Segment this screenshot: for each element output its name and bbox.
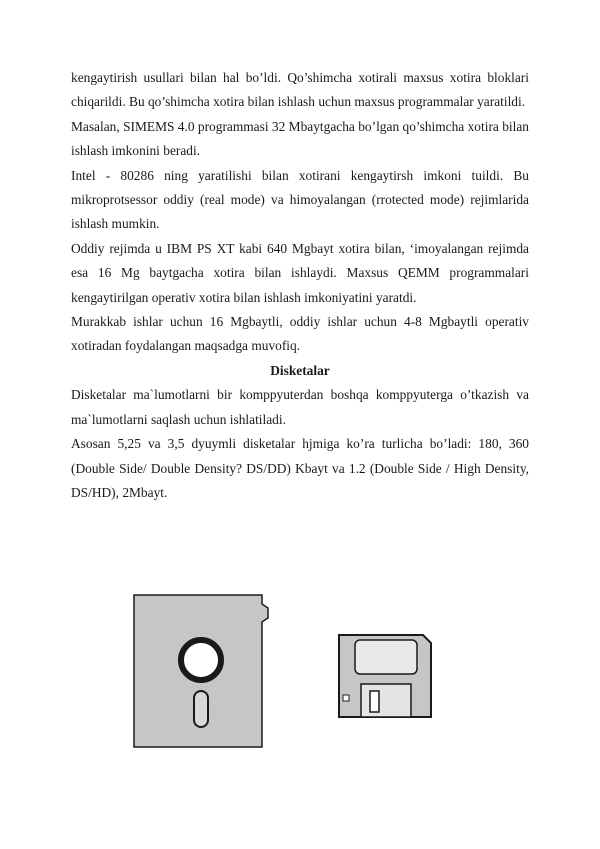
floppy-35-shutter-window [370, 691, 379, 712]
floppy-525-hub-hole [181, 640, 221, 680]
section-heading: Disketalar [270, 362, 330, 378]
paragraph: Masalan, SIMEMS 4.0 programmasi 32 Mbaytgacha bo’lgan qo’shimcha xotira bilan ishlash imkonini beradi. [71, 118, 529, 159]
body-text [71, 66, 529, 505]
floppy-35-shutter [361, 684, 411, 717]
floppy-disk-35-illustration [337, 633, 433, 719]
floppy-disk-525-illustration [133, 594, 275, 748]
paragraph: Murakkab ishlar uchun 16 Mgbaytli, oddiy ishlar uchun 4-8 Mgbaytli operativ xotiradan foydalangan maqsadga muvofiq. [71, 314, 529, 354]
paragraph: Intel - 80286 ning yaratilishi bilan xotirani kengaytirsh imkoni tuildi. Bu mikroprotsessor oddiy (real mode) va himoyalangan (rrotected mode) rejimlarida ishlash mumkin. [71, 167, 529, 232]
floppy-35-write-protect-tab [343, 695, 349, 701]
paragraph: Asosan 5,25 va 3,5 dyuymli disketalar hjmiga ko’ra turlicha bo’ladi: 180, 360 (Double Side/ Double Density? DS/DD) Kbayt va 1.2 (Double Side / High Density, DS/HD), 2Mbayt. [71, 436, 529, 500]
floppy-35-label-area [355, 640, 417, 674]
paragraph: Disketalar ma`lumotlarni bir komppyuterdan boshqa komppyuterga o’tkazish va ma`lumotlarni saqlash uchun ishlatiladi. [71, 387, 529, 427]
floppy-525-read-window [194, 691, 208, 727]
paragraph: kengaytirish usullari bilan hal bo’ldi. Qo’shimcha xotirali maxsus xotira bloklari chiqarildi. Bu qo’shimcha xotira bilan ishlash uchun maxsus programmalar yaratildi. [71, 70, 529, 110]
paragraph: Oddiy rejimda u IBM PS XT kabi 640 Mgbayt xotira bilan, ‘imoyalangan rejimda esa 16 Mg baytgacha xotira bilan ishlaydi. Maxsus QEMM programmalari kengaytirilgan operativ xotira bilan ishlash imkoniyatini yaratdi. [71, 240, 529, 305]
